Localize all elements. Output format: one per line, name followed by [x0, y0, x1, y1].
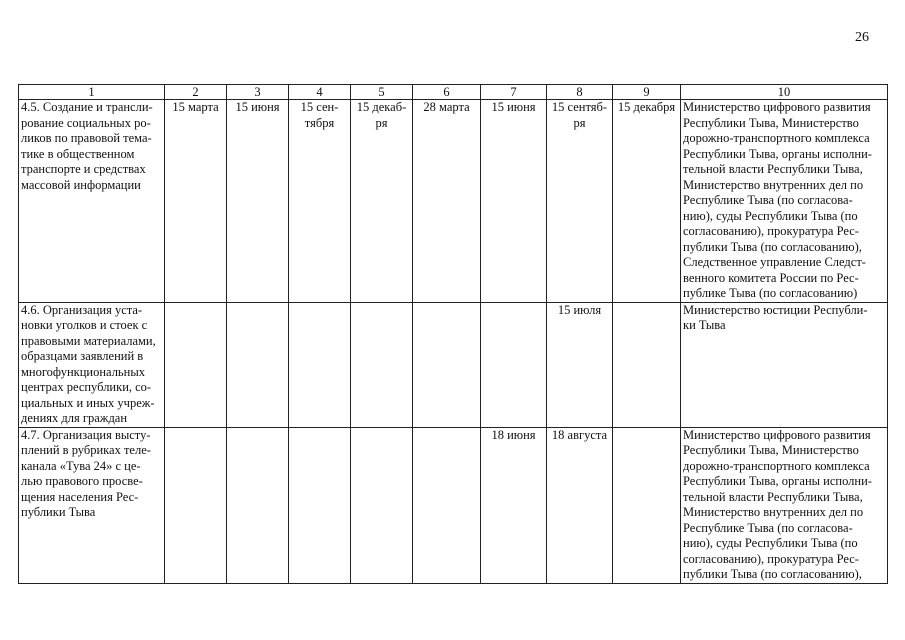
- date-line: 15 сентяб-: [551, 100, 608, 114]
- responsible-line: Министерство внутренних дел по: [683, 177, 864, 192]
- activity-line: плений в рубриках теле-: [21, 443, 151, 457]
- date-cell-col-2: [165, 302, 227, 427]
- date-cell-col-4: [289, 302, 351, 427]
- responsible-line: Министерство внутренних дел по: [683, 505, 864, 519]
- date-line: 15 марта: [172, 100, 219, 114]
- column-header-6: 6: [413, 85, 481, 100]
- plan-table: [18, 84, 888, 584]
- date-line: ря: [573, 115, 586, 130]
- activity-line: лью правового просве-: [21, 474, 143, 488]
- responsible-line: публике Тыва (по согласованию): [683, 286, 858, 300]
- activity-line: дениях для граждан: [21, 411, 128, 425]
- date-cell-col-4: [289, 100, 351, 303]
- activity-line: массовой информации: [21, 177, 141, 192]
- activity-line: 4.5. Создание и трансли-: [21, 100, 153, 114]
- date-cell-col-3: [227, 427, 289, 583]
- date-cell-col-9: [613, 302, 681, 427]
- column-header-2: 2: [165, 85, 227, 100]
- responsible-line: тельной власти Республики Тыва,: [683, 162, 863, 176]
- responsible-line: дорожно-транспортного комплекса: [683, 458, 870, 473]
- table-body: [19, 100, 888, 584]
- table-row: [19, 100, 888, 303]
- activity-line: 4.7. Организация высту-: [21, 427, 151, 442]
- responsible-line: публики Тыва (по согласованию),: [683, 239, 862, 254]
- column-header-8: 8: [547, 85, 613, 100]
- activity-line: щения населения Рес-: [21, 489, 139, 504]
- responsible-line: публики Тыва (по согласованию),: [683, 567, 862, 581]
- date-cell-col-6: [413, 302, 481, 427]
- activity-line: публики Тыва: [21, 505, 96, 519]
- responsible-line: нию), суды Республики Тыва (по: [683, 536, 858, 550]
- responsible-line: Следственное управление Следст-: [683, 255, 866, 269]
- responsible-line: согласованию), прокуратура Рес-: [683, 551, 859, 566]
- column-header-10: 10: [681, 85, 888, 100]
- date-cell-col-6: [413, 427, 481, 583]
- date-cell-col-2: [165, 427, 227, 583]
- date-cell-col-3: [227, 100, 289, 303]
- date-line: 15 июня: [491, 100, 536, 114]
- date-line: 15 сен-: [300, 100, 339, 114]
- responsible-line: венного комитета России по Рес-: [683, 270, 859, 285]
- date-line: тября: [304, 115, 335, 130]
- responsible-cell: [681, 302, 888, 427]
- date-cell-col-8: [547, 100, 613, 303]
- date-cell-col-2: [165, 100, 227, 303]
- responsible-cell: [681, 427, 888, 583]
- responsible-line: Республике Тыва (по согласова-: [683, 520, 853, 535]
- responsible-line: Министерство цифрового развития: [683, 427, 871, 442]
- responsible-line: Министерство цифрового развития: [683, 100, 871, 114]
- date-line: ря: [375, 115, 388, 130]
- activity-line: многофункциональных: [21, 364, 145, 379]
- date-cell-col-8: [547, 427, 613, 583]
- header-row: [19, 85, 888, 100]
- date-line: 15 декабря: [617, 100, 676, 114]
- date-cell-col-7: [481, 302, 547, 427]
- responsible-line: Министерство юстиции Республи-: [683, 302, 868, 317]
- activity-line: образцами заявлений в: [21, 349, 144, 363]
- date-cell-col-5: [351, 302, 413, 427]
- activity-line: транспорте и средствах: [21, 162, 146, 176]
- date-cell-col-8: [547, 302, 613, 427]
- date-cell-col-4: [289, 427, 351, 583]
- responsible-line: тельной власти Республики Тыва,: [683, 489, 863, 504]
- date-cell-col-5: [351, 100, 413, 303]
- date-line: 15 июля: [557, 302, 602, 317]
- responsible-line: Республики Тыва, Министерство: [683, 115, 859, 130]
- responsible-line: согласованию), прокуратура Рес-: [683, 224, 859, 238]
- column-header-3: 3: [227, 85, 289, 100]
- table-row: [19, 302, 888, 427]
- activity-line: тике в общественном: [21, 146, 135, 161]
- column-header-5: 5: [351, 85, 413, 100]
- date-cell-col-6: [413, 100, 481, 303]
- responsible-line: ки Тыва: [683, 318, 726, 332]
- table-row: [19, 427, 888, 583]
- column-header-9: 9: [613, 85, 681, 100]
- activity-cell: [19, 427, 165, 583]
- activity-line: циальных и иных учреж-: [21, 395, 155, 410]
- date-cell-col-9: [613, 427, 681, 583]
- date-line: 18 августа: [551, 427, 608, 442]
- date-line: 15 декаб-: [356, 100, 407, 114]
- activity-line: канала «Тува 24» с це-: [21, 458, 141, 473]
- activity-line: ликов по правовой тема-: [21, 131, 152, 145]
- responsible-line: Республики Тыва, органы исполни-: [683, 146, 872, 161]
- responsible-line: Республики Тыва, органы исполни-: [683, 474, 872, 488]
- date-line: 18 июня: [491, 427, 536, 442]
- date-line: 28 марта: [423, 100, 470, 114]
- column-header-1: 1: [19, 85, 165, 100]
- responsible-line: Республике Тыва (по согласова-: [683, 193, 853, 207]
- responsible-line: нию), суды Республики Тыва (по: [683, 208, 858, 223]
- date-cell-col-3: [227, 302, 289, 427]
- responsible-line: дорожно-транспортного комплекса: [683, 131, 870, 145]
- responsible-cell: [681, 100, 888, 303]
- date-line: 15 июня: [235, 100, 280, 114]
- column-header-7: 7: [481, 85, 547, 100]
- responsible-line: Республики Тыва, Министерство: [683, 443, 859, 457]
- date-cell-col-5: [351, 427, 413, 583]
- activity-line: новки уголков и стоек с: [21, 318, 148, 332]
- activity-line: 4.6. Организация уста-: [21, 302, 143, 317]
- date-cell-col-7: [481, 427, 547, 583]
- activity-cell: [19, 100, 165, 303]
- activity-line: правовыми материалами,: [21, 333, 156, 348]
- activity-line: рование социальных ро-: [21, 115, 151, 130]
- column-header-4: 4: [289, 85, 351, 100]
- page-number: 26: [855, 30, 869, 45]
- activity-cell: [19, 302, 165, 427]
- activity-line: центрах республики, со-: [21, 380, 152, 394]
- date-cell-col-9: [613, 100, 681, 303]
- date-cell-col-7: [481, 100, 547, 303]
